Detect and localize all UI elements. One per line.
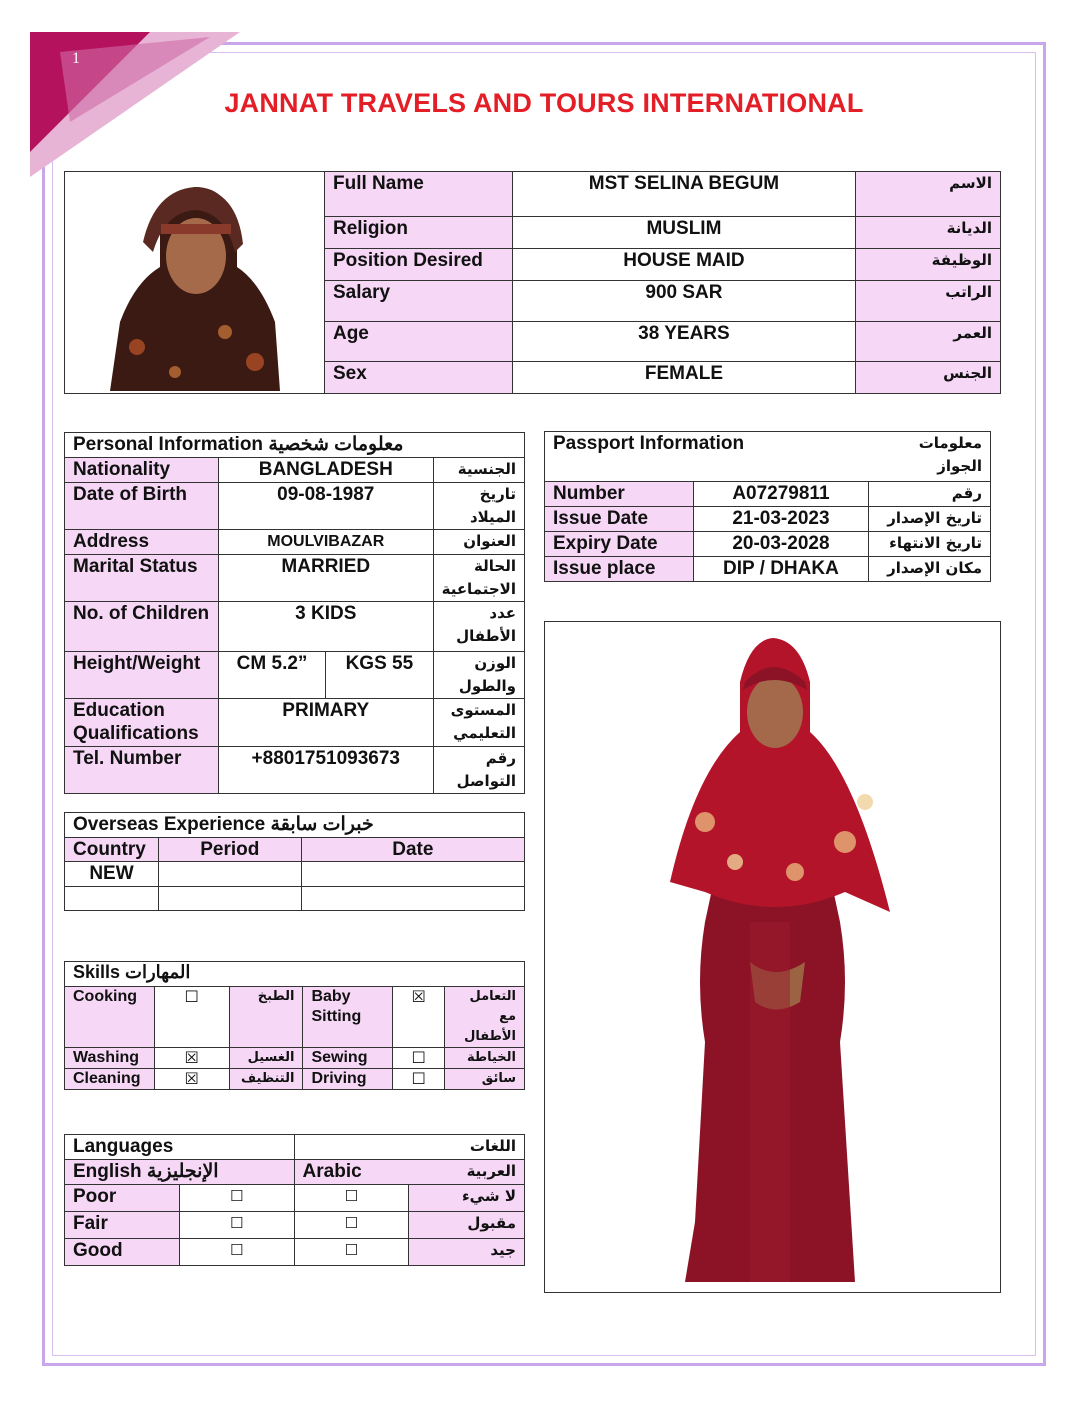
table-row [65, 862, 525, 887]
header-table [64, 171, 1001, 394]
overseas-header-country: Country [65, 838, 159, 862]
arabic-header-label: Arabic [302, 1161, 362, 1182]
arabic-header-ar: العربية [466, 1162, 516, 1180]
expiry-date-value: 20-03-2028 [693, 532, 869, 557]
personal-info-table [64, 432, 525, 794]
issue-date-label: Issue Date [545, 507, 694, 532]
overseas-header-period: Period [158, 838, 301, 862]
salary-value: 900 SAR [512, 281, 855, 322]
skill-cleaning-ar: التنظيف [229, 1069, 303, 1090]
full-name-ar: الاسم [856, 172, 1001, 217]
personal-info-title: Personal Information معلومات شخصية [65, 433, 525, 458]
children-value: 3 KIDS [218, 602, 433, 652]
education-ar: المستوى التعليمي [433, 699, 524, 747]
lang-good-ar: جيد [409, 1239, 525, 1266]
overseas-experience-table [64, 812, 525, 911]
full-body-photo [544, 621, 1001, 1293]
skill-cooking-label: Cooking [65, 987, 155, 1048]
issue-date-ar: تاريخ الإصدار [869, 507, 991, 532]
education-value: PRIMARY [218, 699, 433, 747]
overseas-cell [158, 887, 301, 911]
languages-table [64, 1134, 525, 1266]
table-row [65, 887, 525, 911]
dob-value: 09-08-1987 [218, 483, 433, 530]
marital-label: Marital Status [65, 555, 219, 602]
lang-good-arabic-checkbox[interactable]: ☐ [294, 1239, 409, 1266]
overseas-title: Overseas Experience خبرات سابقة [65, 813, 525, 838]
skill-sewing-checkbox[interactable]: ☐ [393, 1048, 445, 1069]
skill-driving-label: Driving [303, 1069, 393, 1090]
expiry-date-label: Expiry Date [545, 532, 694, 557]
lang-fair-label: Fair [65, 1212, 180, 1239]
nationality-ar: الجنسية [433, 458, 524, 483]
position-value: HOUSE MAID [512, 249, 855, 281]
tel-label: Tel. Number [65, 747, 219, 794]
children-label: No. of Children [65, 602, 219, 652]
position-label: Position Desired [324, 249, 512, 281]
issue-place-value: DIP / DHAKA [693, 557, 869, 582]
languages-title: Languages [65, 1135, 295, 1160]
address-value: MOULVIBAZAR [218, 530, 433, 555]
overseas-cell [158, 862, 301, 887]
height-weight-label: Height/Weight [65, 652, 219, 699]
full-body-photo-figure [545, 622, 1000, 1292]
lang-poor-english-checkbox[interactable]: ☐ [179, 1185, 294, 1212]
dob-ar: تاريخ الميلاد [433, 483, 524, 530]
page-number: 1 [72, 50, 80, 67]
lang-good-label: Good [65, 1239, 180, 1266]
passport-number-value: A07279811 [693, 482, 869, 507]
skill-washing-label: Washing [65, 1048, 155, 1069]
full-name-value: MST SELINA BEGUM [512, 172, 855, 217]
skill-sewing-label: Sewing [303, 1048, 393, 1069]
position-ar: الوظيفة [856, 249, 1001, 281]
age-ar: العمر [856, 322, 1001, 362]
religion-label: Religion [324, 217, 512, 249]
arabic-header [294, 1160, 524, 1185]
overseas-cell [301, 862, 524, 887]
marital-value: MARRIED [218, 555, 433, 602]
nationality-value: BANGLADESH [218, 458, 433, 483]
lang-poor-arabic-checkbox[interactable]: ☐ [294, 1185, 409, 1212]
skill-cleaning-checkbox[interactable]: ☒ [154, 1069, 229, 1090]
skill-sewing-ar: الخياطة [445, 1048, 525, 1069]
issue-place-label: Issue place [545, 557, 694, 582]
skill-driving-checkbox[interactable]: ☐ [393, 1069, 445, 1090]
age-label: Age [324, 322, 512, 362]
overseas-cell [65, 887, 159, 911]
overseas-cell: NEW [65, 862, 159, 887]
lang-fair-ar: مقبول [409, 1212, 525, 1239]
lang-fair-english-checkbox[interactable]: ☐ [179, 1212, 294, 1239]
skill-cleaning-label: Cleaning [65, 1069, 155, 1090]
skill-washing-checkbox[interactable]: ☒ [154, 1048, 229, 1069]
passport-title: Passport Information [545, 432, 869, 482]
skills-title: Skills المهارات [65, 962, 525, 987]
nationality-label: Nationality [65, 458, 219, 483]
portrait-photo [65, 172, 323, 392]
weight-value: KGS 55 [326, 652, 433, 699]
company-title: JANNAT TRAVELS AND TOURS INTERNATIONAL [224, 88, 864, 118]
skill-babysitting-ar: التعامل مع الأطفال [445, 987, 525, 1048]
religion-ar: الديانة [856, 217, 1001, 249]
children-ar: عدد الأطفال [433, 602, 524, 652]
marital-ar: الحالة الاجتماعية [433, 555, 524, 602]
education-label: Education Qualifications [65, 699, 219, 747]
english-header: English الإنجليزية [65, 1160, 295, 1185]
issue-place-ar: مكان الإصدار [869, 557, 991, 582]
sex-value: FEMALE [512, 362, 855, 394]
address-ar: العنوان [433, 530, 524, 555]
expiry-date-ar: تاريخ الانتهاء [869, 532, 991, 557]
lang-good-english-checkbox[interactable]: ☐ [179, 1239, 294, 1266]
height-value: CM 5.2” [218, 652, 325, 699]
salary-ar: الراتب [856, 281, 1001, 322]
sex-ar: الجنس [856, 362, 1001, 394]
tel-value: +8801751093673 [218, 747, 433, 794]
skill-cooking-ar: الطبخ [229, 987, 303, 1048]
age-value: 38 YEARS [512, 322, 855, 362]
skill-babysitting-checkbox[interactable]: ☒ [393, 987, 445, 1048]
lang-fair-arabic-checkbox[interactable]: ☐ [294, 1212, 409, 1239]
dob-label: Date of Birth [65, 483, 219, 530]
lang-poor-label: Poor [65, 1185, 180, 1212]
lang-poor-ar: لا شيء [409, 1185, 525, 1212]
passport-info-table [544, 431, 991, 582]
salary-label: Salary [324, 281, 512, 322]
sex-label: Sex [324, 362, 512, 394]
skill-washing-ar: الغسيل [229, 1048, 303, 1069]
languages-title-ar: اللغات [294, 1135, 524, 1160]
skill-babysitting-label: Baby Sitting [303, 987, 393, 1048]
passport-number-ar: رقم [869, 482, 991, 507]
passport-number-label: Number [545, 482, 694, 507]
skill-cooking-checkbox[interactable]: ☐ [154, 987, 229, 1048]
portrait-photo-cell [65, 172, 325, 394]
height-weight-ar: الوزن والطول [433, 652, 524, 699]
skills-table [64, 961, 525, 1090]
passport-title-ar: معلومات الجواز [869, 432, 991, 482]
skill-driving-ar: سائق [445, 1069, 525, 1090]
overseas-header-date: Date [301, 838, 524, 862]
tel-ar: رقم التواصل [433, 747, 524, 794]
overseas-cell [301, 887, 524, 911]
issue-date-value: 21-03-2023 [693, 507, 869, 532]
address-label: Address [65, 530, 219, 555]
religion-value: MUSLIM [512, 217, 855, 249]
full-name-label: Full Name [324, 172, 512, 217]
